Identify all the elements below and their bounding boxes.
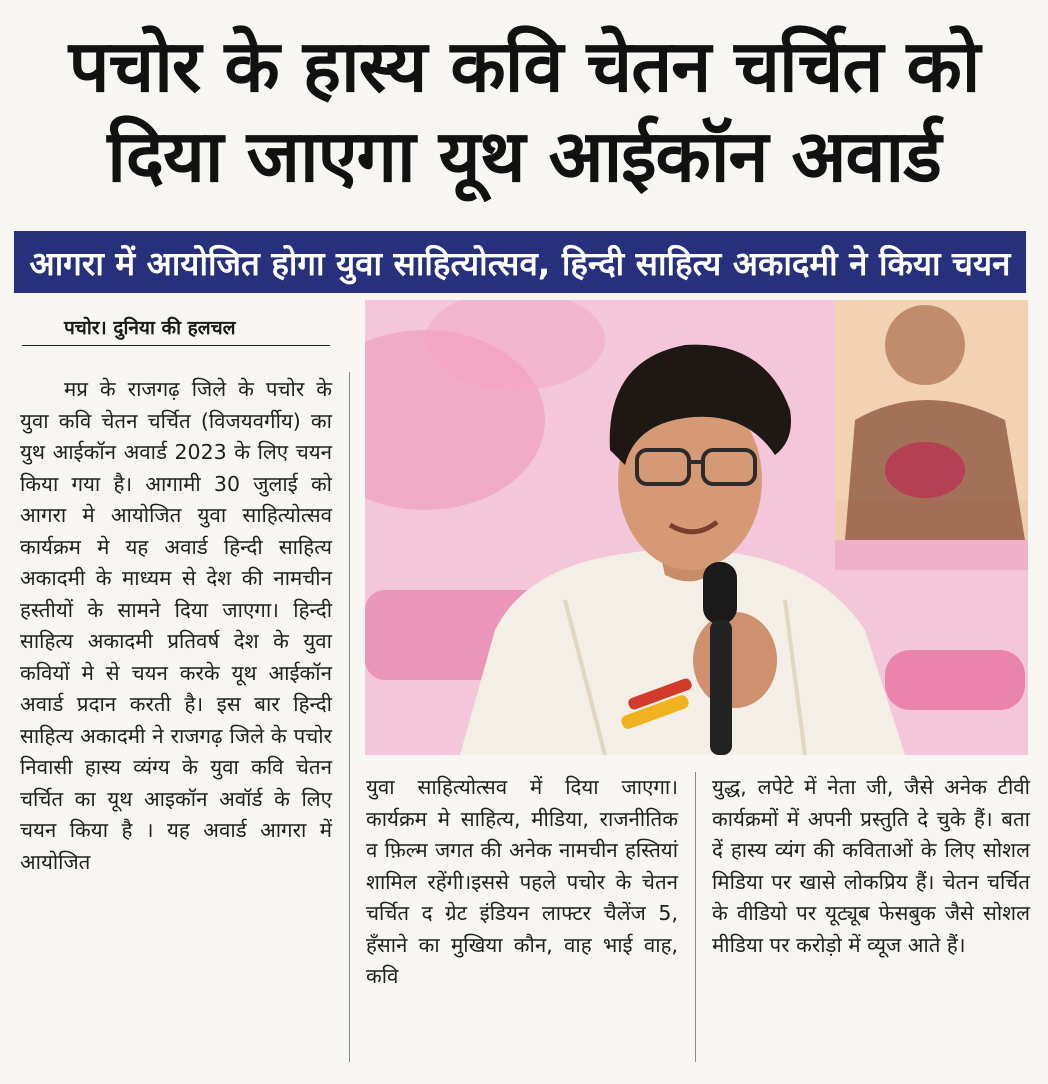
headline-line-2: दिया जाएगा यूथ आईकॉन अवार्ड (107, 114, 941, 198)
headline-line-1: पचोर के हास्य कवि चेतन चर्चित को (68, 24, 980, 108)
news-photo (365, 300, 1028, 755)
article-column-2 (366, 772, 678, 993)
subheadline-text: आगरा में आयोजित होगा युवा साहित्योत्सव, हिन्दी साहित्य अकादमी ने किया चयन (29, 243, 1011, 283)
photo-illustration (365, 300, 1028, 755)
article-column-2-text: युवा साहित्योत्सव में दिया जाएगा। कार्यक्रम मे साहित्य, मीडिया, राजनीतिक व फ़िल्म जगत की अनेक नामचीन हस्तियां शामिल रहेंगी।इससे पहले पचोर के चेतन चर्चित द ग्रेट इंडियन लाफ्टर चैलेंज 5, हँसाने का मुखिया कौन, वाह भाई वाह, कवि (366, 775, 678, 988)
dateline-rule (22, 345, 330, 346)
article-column-3 (712, 772, 1030, 961)
subheadline-banner (14, 231, 1026, 293)
article-column-1 (20, 374, 332, 878)
dateline: पचोर। दुनिया की हलचल (64, 317, 236, 339)
article-column-3-text: युद्ध, लपेटे में नेता जी, जैसे अनेक टीवी कार्यक्रमों में अपनी प्रस्तुति दे चुके हैं। बता दें हास्य व्यंग की कविताओं के लिए सोशल मिडिया पर खासे लोकप्रिय हैं। चेतन चर्चित के वीडियो पर यूट्यूब फेसबुक जैसे सोशल मीडिया पर करोड़ो में व्यूज आते हैं। (712, 775, 1030, 957)
column-divider-1 (349, 372, 350, 1062)
column-divider-2 (695, 772, 696, 1062)
article-column-1-text: मप्र के राजगढ़ जिले के पचोर के युवा कवि चेतन चर्चित (विजयवर्गीय) का युथ आईकॉन अवार्ड 2023 के लिए चयन किया गया है। आगामी 30 जुलाई को आगरा मे आयोजित युवा साहित्योत्सव कार्यक्रम मे यह अवार्ड हिन्दी साहित्य अकादमी के माध्यम से देश की नामचीन हस्तीयों के सामने दिया जाएगा। हिन्दी साहित्य अकादमी प्रतिवर्ष देश के युवा कवियों मे से चयन करके यूथ आईकॉन अवार्ड प्रदान करती है। इस बार हिन्दी साहित्य अकादमी ने राजगढ़ जिले के पचोर निवासी हास्य व्यंग्य के युवा कवि चेतन चर्चित का यूथ आइकॉन अवॉर्ड के लिए चयन किया है । यह अवार्ड आगरा में आयोजित (20, 377, 332, 874)
